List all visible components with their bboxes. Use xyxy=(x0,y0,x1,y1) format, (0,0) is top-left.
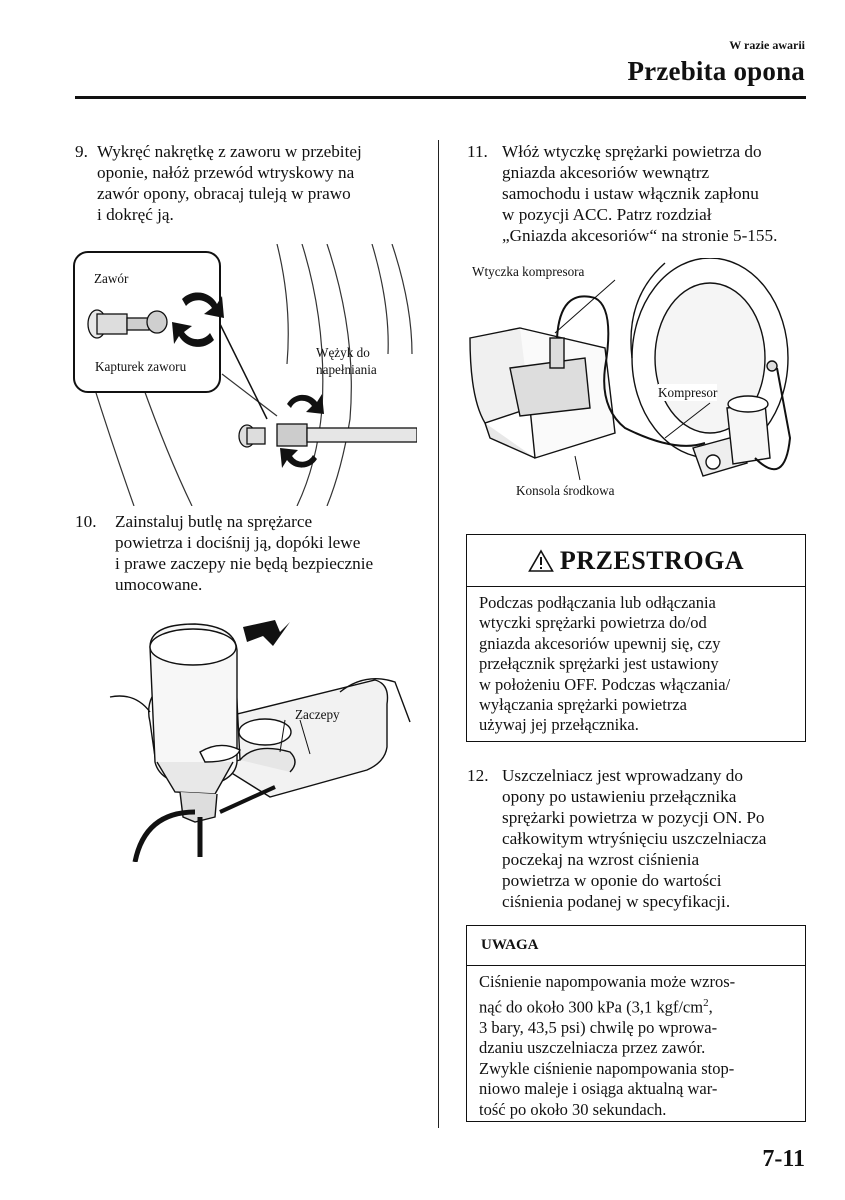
step-text: Włóż wtyczkę sprężarki powietrza do gniazda akcesoriów wewnątrz samochodu i ustaw włącznik zapłonu w pozycji ACC. Patrz rozdział „Gniazda akcesoriów“ na stronie 5-155. xyxy=(502,142,778,245)
step-text: Uszczelniacz jest wprowadzany do opony po ustawieniu przełącznika sprężarki powietrza w pozycji ON. Po całkowitym wtryśnięciu uszczelniacza poczekaj na wzrost ciśnienia powietrza w oponie do wartości ciśnienia podanej w specyfikacji. xyxy=(502,766,767,911)
note-header: UWAGA xyxy=(467,926,805,966)
page-number: 7-11 xyxy=(762,1146,805,1172)
note-text-part-1: Ciśnienie napompowania może wzros- nąć do około 300 kPa (3,1 kgf/cm xyxy=(479,972,736,1017)
step-number: 9. xyxy=(75,142,88,161)
step-12 xyxy=(467,765,807,915)
bottle-figure xyxy=(105,612,415,862)
step-text: Wykręć nakrętkę z zaworu w przebitej oponie, nałóż przewód wtryskowy na zawór opony, obracaj tuleją w prawo i dokręć ją. xyxy=(97,142,362,224)
valve-figure xyxy=(72,244,417,506)
bottle-illustration xyxy=(105,612,415,862)
label-valve-cap: Kapturek zaworu xyxy=(95,359,187,374)
warning-triangle-icon xyxy=(528,549,554,573)
column-divider xyxy=(438,140,439,1128)
label-clips: Zaczepy xyxy=(295,707,340,722)
caution-title: PRZESTROGA xyxy=(559,545,745,575)
step-10 xyxy=(75,511,425,601)
header-rule xyxy=(75,96,806,99)
step-text: Zainstaluj butlę na sprężarce powietrza i dociśnij ją, dopóki lewe i prawe zaczepy nie będą bezpiecznie umocowane. xyxy=(115,512,374,594)
caution-box xyxy=(466,534,806,742)
compressor-figure xyxy=(465,258,810,503)
step-9 xyxy=(75,141,425,231)
compressor-illustration xyxy=(465,258,810,503)
step-11 xyxy=(467,141,807,251)
label-valve: Zawór xyxy=(94,271,129,286)
caution-text: Podczas podłączania lub odłączania wtyczki sprężarki powietrza do/od gniazda akcesoriów upewnij się, czy przełącznik sprężarki jest ustawiony w położeniu OFF. Podczas włączania/ wyłączania sprężarki powietrza używaj jej przełącznika. xyxy=(479,593,731,735)
section-label: W razie awarii xyxy=(729,38,805,52)
page-title: Przebita opona xyxy=(627,56,805,86)
note-text xyxy=(479,972,801,1121)
label-compressor: Kompresor xyxy=(658,385,718,400)
label-filler-hose: Wężyk do napełniania xyxy=(316,345,377,377)
label-center-console: Konsola środkowa xyxy=(516,483,615,498)
step-number: 10. xyxy=(75,512,97,531)
caution-header xyxy=(467,535,805,587)
step-number: 12. xyxy=(467,766,489,785)
step-number: 11. xyxy=(467,142,488,161)
note-superscript: 2 xyxy=(703,996,709,1009)
note-box xyxy=(466,925,806,1122)
label-compressor-plug: Wtyczka kompresora xyxy=(472,264,585,279)
note-text-part-2: , 3 bary, 43,5 psi) chwilę po wprowa- dzaniu uszczelniacza przez zawór. Zwykle ciśnienie napompowania stop- niowo maleje i osiąga aktualną war- tość po około 30 sekundach. xyxy=(479,997,735,1120)
